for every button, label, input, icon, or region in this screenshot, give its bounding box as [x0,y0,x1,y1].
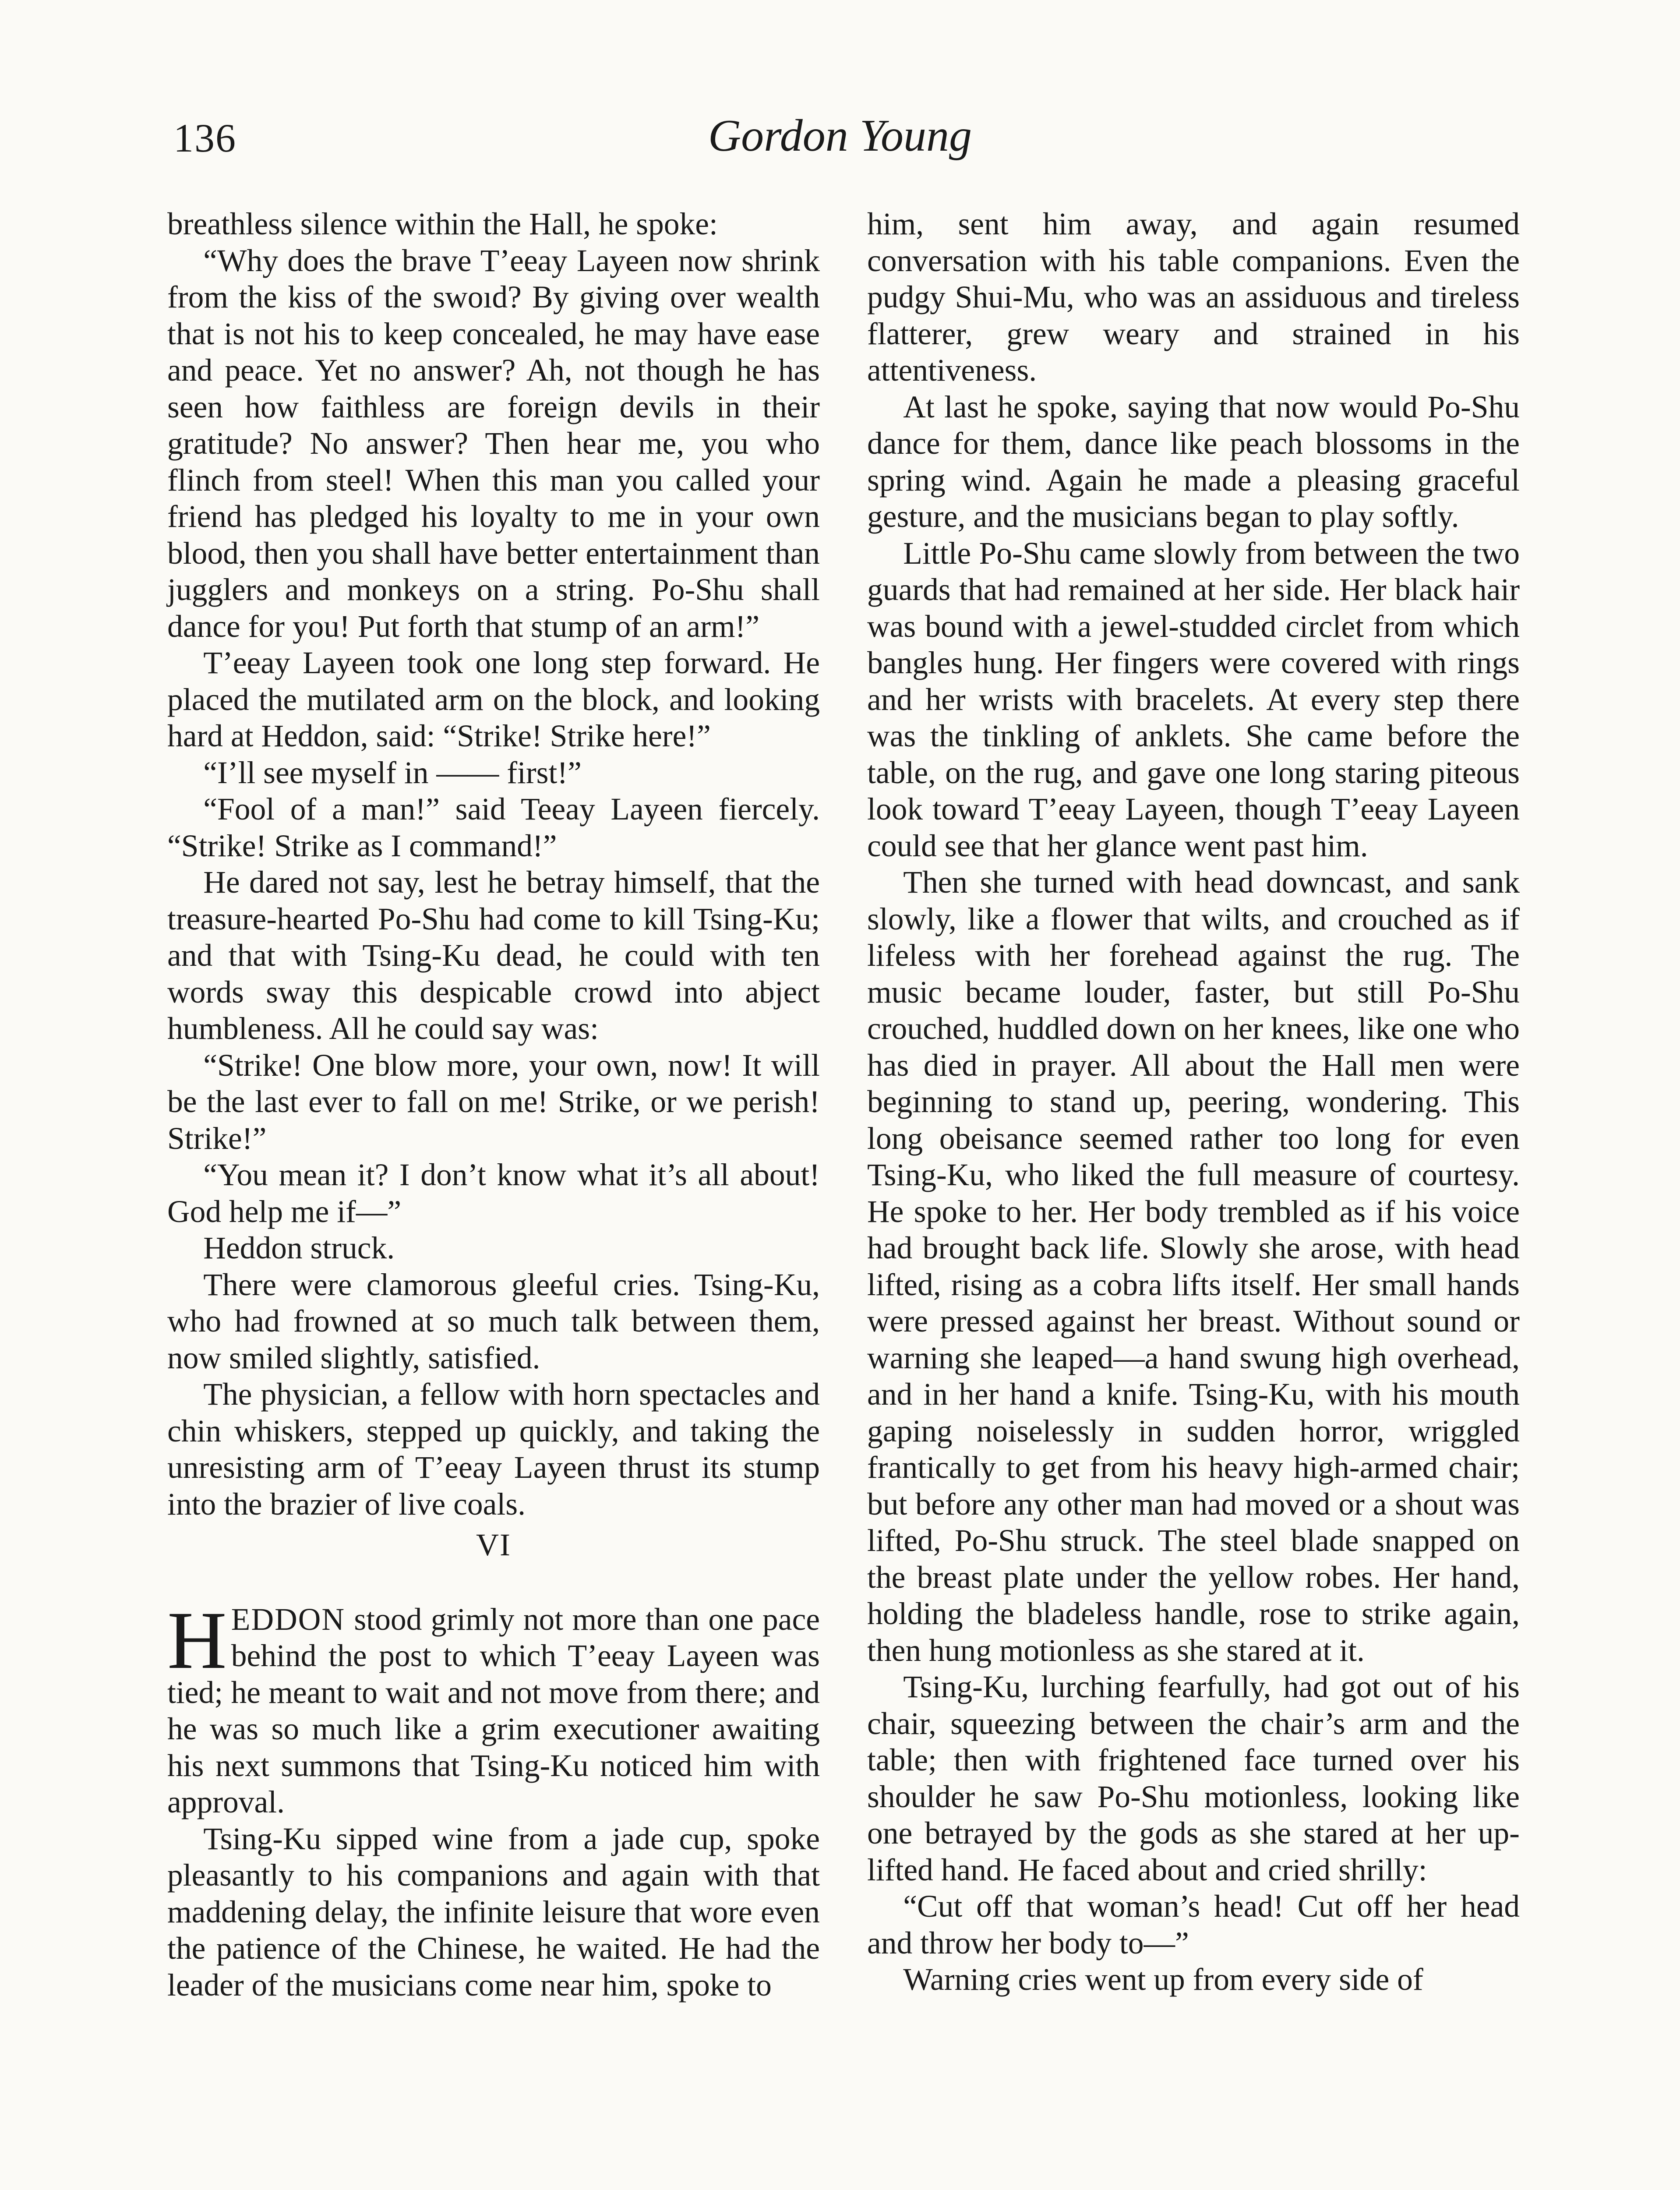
paragraph: him, sent him away, and again resumed conversation with his table companions. Even the pudgy Shui-Mu, who was an assiduous and tireless flatterer, grew weary and strained in his attentiveness. [867,207,1520,388]
paragraph: “Why does the brave T’eeay Layeen now shrink from the kiss of the swoıd? By giving over wealth that is not his to keep concealed, he may have ease and peace. Yet no answer? Ah, not though he has seen how faithless are foreign devils in their gratitude? No answer? Then hear me, you who flinch from steel! When this man you called your friend has pledged his loyalty to me in your own blood, then you shall have better entertainment than jugglers and monkeys on a string. Po-Shu shall dance for you! Put forth that stump of an arm!” [167,243,820,644]
paragraph: breathless silence within the Hall, he spoke: [167,207,718,241]
page-number: 136 [173,116,236,160]
drop-cap: H [167,1594,227,1686]
paragraph: Tsing-Ku sipped wine from a jade cup, spoke pleasantly to his companions and again with that maddening delay, the infinite leisure that wore even the patience of the Chinese, he waited. He had the leader of the musicians come near him, spoke to [167,1821,820,2003]
paragraph: “I’ll see myself in —— first!” [203,755,582,790]
paragraph: Tsing-Ku, lurching fearfully, had got out of his chair, squeezing between the chair’s arm and the table; then with frightened face turned over his shoulder he saw Po-Shu motionless, looking like one betrayed by the gods as she stared at her up-lifted hand. He faced about and cried shrilly: [867,1670,1520,1887]
paragraph: Little Po-Shu came slowly from between the two guards that had remained at her side. Her black hair was bound with a jewel-studded circlet from which bangles hung. Her fingers were covered with rings and her wrists with bracelets. At every step there was the tinkling of anklets. She came before the table, on the rug, and gave one long staring piteous look toward T’eeay Layeen, though T’eeay Layeen could see that her glance went past him. [867,536,1520,863]
paragraph: “Cut off that woman’s head! Cut off her head and throw her body to—” [867,1889,1520,1960]
paragraph: The physician, a fellow with horn spectacles and chin whiskers, stepped up quickly, and taking the unresisting arm of T’eeay Layeen thrust its stump into the brazier of live coals. [167,1377,820,1522]
paragraph: Warning cries went up from every side of [903,1962,1423,1997]
paragraph: T’eeay Layeen took one long step forward. He placed the mutilated arm on the block, and looking hard at Heddon, said: “Strike! Strike here!” [167,646,820,753]
paragraph: “Fool of a man!” said Teeay Layeen fiercely. “Strike! Strike as I command!” [167,792,820,863]
left-column [167,206,820,2003]
running-head: Gordon Young [708,110,972,161]
paragraph: “Strike! One blow more, your own, now! It will be the last ever to fall on me! Strike, or we perish! Strike!” [167,1048,820,1156]
paragraph-dropcap [167,1594,820,1821]
paragraph-text: stood grimly not more than one pace behind the post to which T’eeay Layeen was tied; he meant to wait and not move from there; and he was so much like a grim executioner awaiting his next summons that Tsing-Ku noticed him with approval. [167,1602,820,1819]
section-heading: VI [476,1527,511,1562]
paragraph: There were clamorous gleeful cries. Tsing-Ku, who had frowned at so much talk between them, now smiled slightly, satisfied. [167,1267,820,1375]
dropcap-word: EDDON [231,1602,345,1637]
paragraph: Then she turned with head downcast, and sank slowly, like a flower that wilts, and crouched as if lifeless with her forehead against the rug. The music became louder, faster, but still Po-Shu crouched, huddled down on her knees, like one who has died in prayer. All about the Hall men were beginning to stand up, peering, wondering. This long obeisance seemed rather too long for even Tsing-Ku, who liked the full measure of courtesy. He spoke to her. Her body trembled as if his voice had brought back life. Slowly she arose, with head lifted, rising as a cobra lifts itself. Her small hands were pressed against her breast. Without sound or warning she leaped—a hand swung high overhead, and in her hand a knife. Tsing-Ku, with his mouth gaping noiselessly in sudden horror, wriggled frantically to get from his heavy high-armed chair; but before any other man had moved or a shout was lifted, Po-Shu struck. The steel blade snapped on the breast plate under the yellow robes. Her hand, holding the bladeless handle, rose to strike again, then hung motionless as she stared at it. [867,865,1520,1668]
right-column [867,206,1520,1998]
paragraph: At last he spoke, saying that now would Po-Shu dance for them, dance like peach blossoms in the spring wind. Again he made a pleasing graceful gesture, and the musicians began to play softly. [867,389,1520,534]
paragraph: “You mean it? I don’t know what it’s all about! God help me if—” [167,1158,820,1229]
paragraph: Heddon struck. [203,1231,395,1265]
paragraph: He dared not say, lest he betray himself, that the treasure-hearted Po-Shu had come to kill Tsing-Ku; and that with Tsing-Ku dead, he could with ten words sway this despicable crowd into abject humbleness. All he could say was: [167,865,820,1046]
